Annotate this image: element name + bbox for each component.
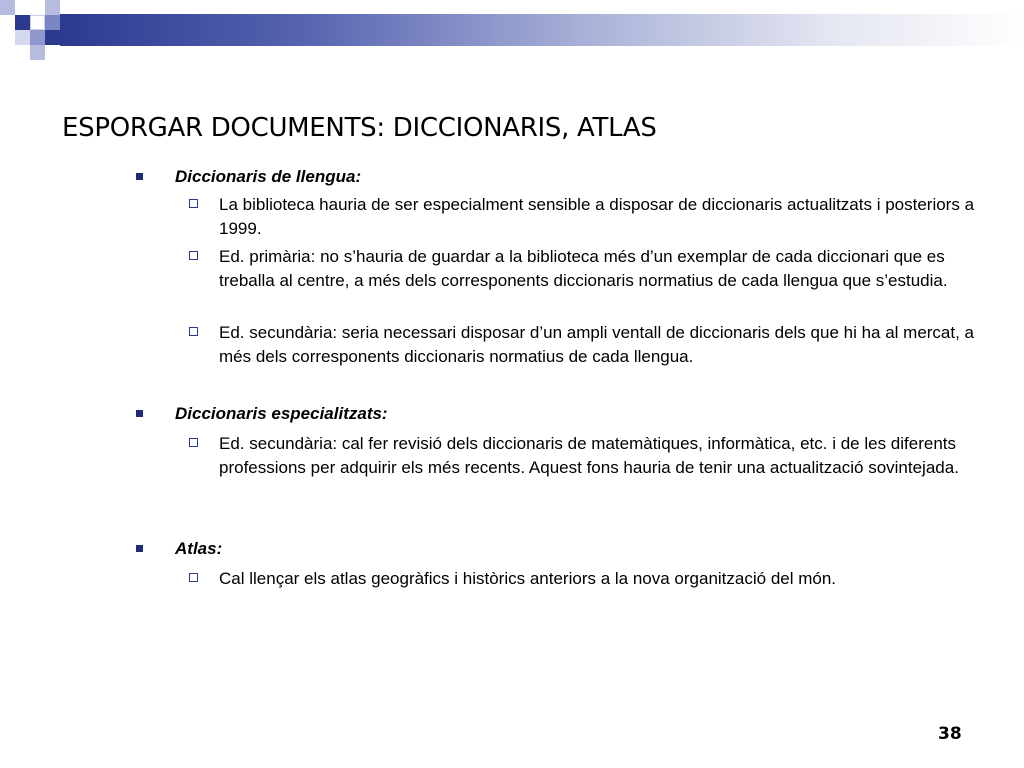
section-heading: Atlas:	[175, 539, 223, 558]
list-item: Ed. secundària: cal fer revisió dels diccionaris de matemàtiques, informàtica, etc. i de les diferents professions per adquirir els més recents. Aquest fons hauria de tenir una actualització sovintejada.	[219, 434, 959, 477]
deco-square	[15, 15, 30, 30]
deco-square	[30, 30, 45, 45]
item-bullet-icon	[189, 251, 198, 260]
section-bullet-icon	[136, 545, 143, 552]
list-item: Ed. secundària: seria necessari disposar d’un ampli ventall de diccionaris dels que hi ha al mercat, a més dels corresponents diccionaris normatius de cada llengua.	[219, 323, 975, 366]
deco-square	[45, 0, 60, 15]
section-heading: Diccionaris de llengua:	[175, 167, 362, 186]
page-number: 38	[938, 724, 962, 744]
section-heading: Diccionaris especialitzats:	[175, 404, 388, 423]
header-decoration	[0, 0, 1024, 70]
item-bullet-icon	[189, 199, 198, 208]
item-bullet-icon	[189, 327, 198, 336]
section-bullet-icon	[136, 173, 143, 180]
list-item: Ed. primària: no s’hauria de guardar a la biblioteca més d’un exemplar de cada diccionari que es treballa al centre, a més dels corresponents diccionaris normatius de cada llengua que s’estudia.	[219, 247, 948, 290]
list-item: Cal llençar els atlas geogràfics i històrics anteriors a la nova organització del món.	[219, 569, 837, 588]
deco-square	[45, 15, 60, 30]
deco-square	[30, 45, 45, 60]
deco-square	[0, 0, 15, 15]
deco-square	[15, 30, 30, 45]
item-bullet-icon	[189, 573, 198, 582]
list-item: La biblioteca hauria de ser especialment sensible a disposar de diccionaris actualitzats i posteriors a 1999.	[219, 195, 975, 238]
header-gradient-bar	[60, 14, 1024, 46]
section-bullet-icon	[136, 410, 143, 417]
deco-square	[45, 30, 60, 45]
item-bullet-icon	[189, 438, 198, 447]
deco-square	[30, 15, 45, 30]
slide-title: ESPORGAR DOCUMENTS: DICCIONARIS, ATLAS	[62, 113, 657, 143]
